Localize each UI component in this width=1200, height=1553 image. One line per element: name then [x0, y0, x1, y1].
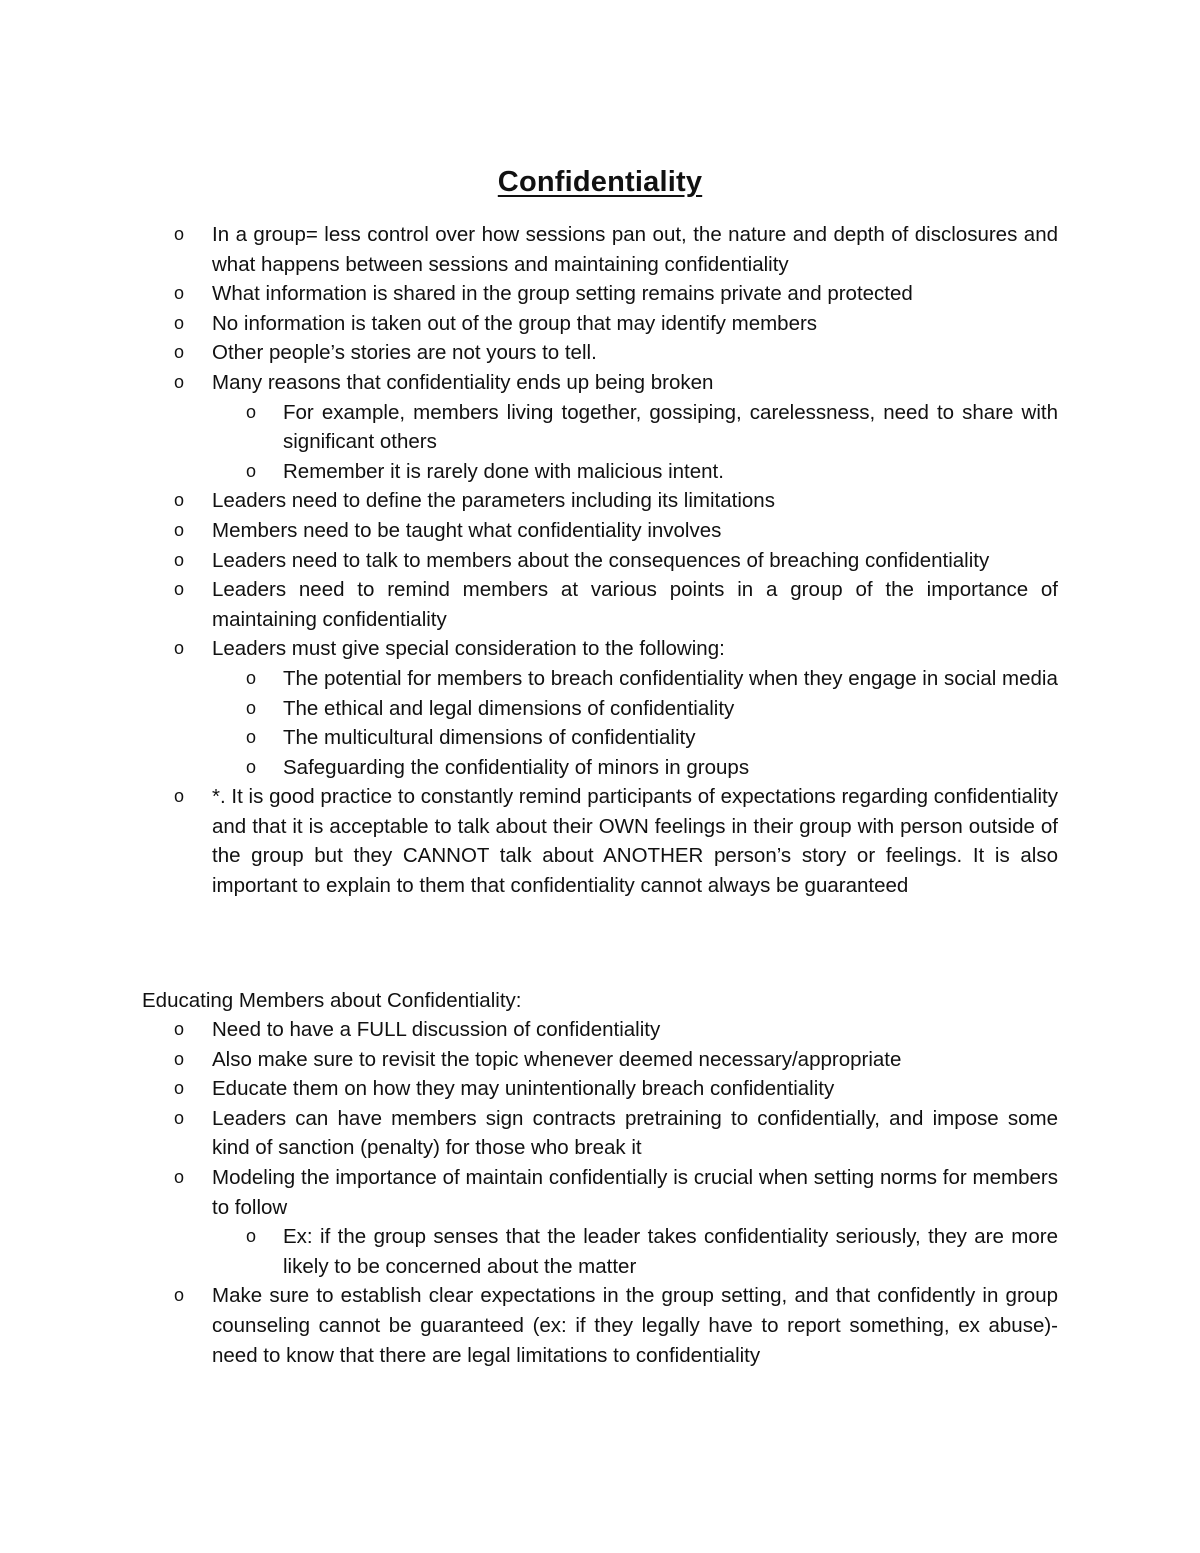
bullet-icon: o	[174, 1285, 185, 1306]
list-item	[174, 575, 1058, 634]
list-item-text: Ex: if the group senses that the leader takes confidentiality seriously, they are more likely to be concerned about the matter	[283, 1225, 1058, 1278]
list-item-text: Need to have a FULL discussion of confidentiality	[212, 1018, 661, 1041]
bullet-icon: o	[174, 283, 185, 304]
list-item-text: Leaders need to talk to members about the consequences of breaching confidentiality	[212, 548, 990, 572]
list-item-text: Safeguarding the confidentiality of minors in groups	[283, 755, 750, 779]
list-item-text: The potential for members to breach confidentiality when they engage in social media	[283, 666, 1058, 690]
bullet-icon: o	[246, 756, 257, 777]
document-title: Confidentiality	[497, 166, 703, 199]
bullet-icon: o	[246, 697, 257, 718]
sub-list-item	[246, 753, 1058, 783]
list-item	[174, 634, 1058, 664]
list-item-text: Modeling the importance of maintain confidentially is crucial when setting norms for members to follow	[212, 1165, 1058, 1219]
bullet-icon: o	[174, 342, 185, 363]
educating-members-bullet-list	[174, 1015, 1058, 1370]
bullet-icon: o	[174, 519, 185, 540]
confidentiality-bullet-list	[174, 220, 1058, 901]
sub-list-item	[246, 457, 1058, 487]
bullet-icon: o	[174, 1107, 185, 1128]
list-item-text: *. It is good practice to constantly remind participants of expectations regarding confidentiality and that it is acceptable to talk about their OWN feelings in their group with person outside of the group but they CANNOT talk about ANOTHER person’s story or feelings. It is also important to explain to them that confidentiality cannot always be guaranteed	[212, 785, 1058, 898]
list-item-text: For example, members living together, gossiping, carelessness, need to share with significant others	[283, 400, 1058, 454]
bullet-icon: o	[174, 371, 185, 392]
list-item	[174, 1074, 1058, 1104]
list-item-text: Leaders need to remind members at various points in a group of the importance of maintaining confidentiality	[212, 578, 1058, 631]
list-item-text: Make sure to establish clear expectations in the group setting, and that confidently in group counseling cannot be guaranteed (ex: if they legally have to report something, ex abuse)- need to know that there are legal limitations to confidentiality	[212, 1284, 1058, 1367]
list-item-text: Remember it is rarely done with malicious intent.	[283, 459, 724, 483]
list-item	[174, 1163, 1058, 1222]
list-item-text: Leaders must give special consideration to the following:	[212, 637, 725, 661]
list-item-text: Leaders can have members sign contracts pretraining to confidentially, and impose some kind of sanction (penalty) for those who break it	[212, 1106, 1058, 1160]
list-item	[174, 1104, 1058, 1163]
sub-list-item	[246, 1222, 1058, 1281]
list-item	[174, 516, 1058, 546]
bullet-icon: o	[174, 638, 185, 659]
list-item-text: The ethical and legal dimensions of confidentiality	[283, 696, 735, 720]
bullet-icon: o	[174, 1166, 185, 1187]
list-item	[174, 1045, 1058, 1075]
bullet-icon: o	[174, 490, 185, 511]
list-item	[174, 309, 1058, 339]
bullet-icon: o	[174, 786, 185, 807]
list-item	[174, 338, 1058, 368]
list-item	[174, 368, 1058, 398]
bullet-icon: o	[246, 1226, 257, 1247]
bullet-icon: o	[174, 549, 185, 570]
bullet-icon: o	[174, 312, 185, 333]
sub-list-item	[246, 723, 1058, 753]
list-item-text: Also make sure to revisit the topic whenever deemed necessary/appropriate	[212, 1047, 902, 1071]
bullet-icon: o	[246, 667, 257, 688]
bullet-icon: o	[174, 1078, 185, 1099]
list-item-text: Members need to be taught what confidentiality involves	[212, 518, 722, 542]
sub-list-item	[246, 664, 1058, 694]
list-item	[174, 1015, 1058, 1045]
list-item	[174, 220, 1058, 279]
section-heading-educating-members: Educating Members about Confidentiality:	[142, 989, 522, 1012]
list-item-text: Other people’s stories are not yours to tell.	[212, 341, 597, 365]
list-item-text: No information is taken out of the group that may identify members	[212, 311, 818, 335]
bullet-icon: o	[246, 401, 257, 422]
list-item-text: Educate them on how they may unintentionally breach confidentiality	[212, 1077, 835, 1101]
bullet-icon: o	[246, 460, 257, 481]
sub-list-item	[246, 694, 1058, 724]
list-item	[174, 279, 1058, 309]
list-item-text: In a group= less control over how sessions pan out, the nature and depth of disclosures and what happens between sessions and maintaining confidentiality	[212, 223, 1058, 276]
bullet-icon: o	[174, 224, 185, 244]
list-item	[174, 546, 1058, 576]
bullet-icon: o	[174, 1019, 185, 1039]
list-item-text: Many reasons that confidentiality ends up being broken	[212, 370, 714, 394]
list-item	[174, 486, 1058, 516]
list-item	[174, 1281, 1058, 1370]
bullet-icon: o	[174, 579, 185, 600]
list-item	[174, 782, 1058, 900]
list-item-text: Leaders need to define the parameters including its limitations	[212, 489, 775, 513]
list-item-text: What information is shared in the group setting remains private and protected	[212, 282, 913, 306]
bullet-icon: o	[174, 1048, 185, 1069]
bullet-icon: o	[246, 727, 257, 748]
list-item-text: The multicultural dimensions of confidentiality	[283, 726, 696, 750]
sub-list-item	[246, 398, 1058, 457]
